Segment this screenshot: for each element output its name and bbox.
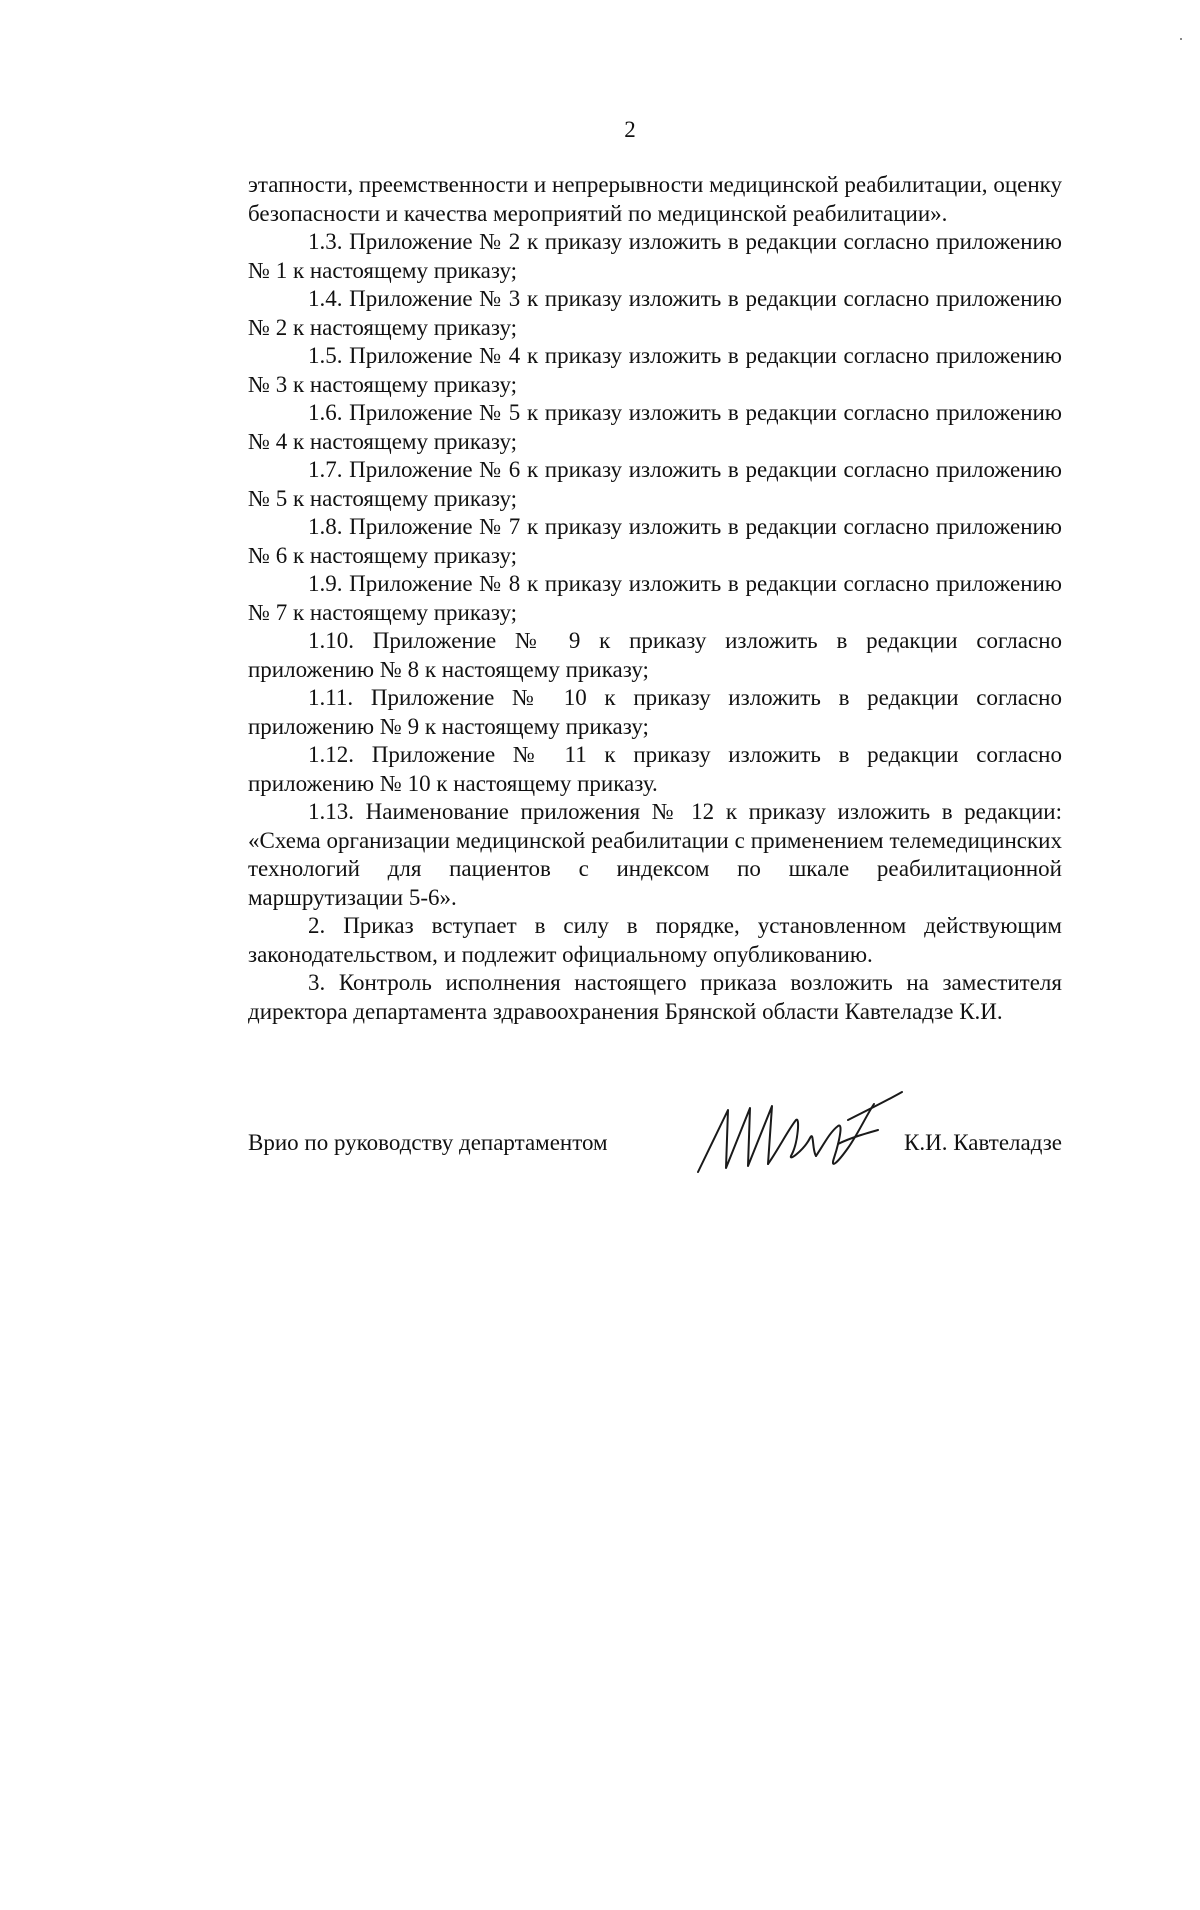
paragraph-1-10: 1.10. Приложение № 9 к приказу изложить в редакции согласно приложению № 8 к настоящему приказу; [248,628,1062,682]
handwritten-signature [688,1080,908,1180]
paragraph-1-7: 1.7. Приложение № 6 к приказу изложить в редакции согласно приложению № 5 к настоящему приказу; [248,457,1062,511]
paragraph-1-6: 1.6. Приложение № 5 к приказу изложить в редакции согласно приложению № 4 к настоящему приказу; [248,400,1062,454]
paragraph-1-12: 1.12. Приложение № 11 к приказу изложить в редакции согласно приложению № 10 к настоящему приказу. [248,742,1062,796]
paragraph-1-5: 1.5. Приложение № 4 к приказу изложить в редакции согласно приложению № 3 к настоящему приказу; [248,343,1062,397]
paragraph-continuation: этапности, преемственности и непрерывности медицинской реабилитации, оценку безопасности и качества мероприятий по медицинской реабилитации». [248,172,1062,226]
paragraph-3: 3. Контроль исполнения настоящего приказа возложить на заместителя директора департамента здравоохранения Брянской области Кавтеладзе К.И. [248,970,1062,1024]
paragraph-1-4: 1.4. Приложение № 3 к приказу изложить в редакции согласно приложению № 2 к настоящему приказу; [248,286,1062,340]
document-body [248,171,1062,1026]
paragraph-1-8: 1.8. Приложение № 7 к приказу изложить в редакции согласно приложению № 6 к настоящему приказу; [248,514,1062,568]
signatory-title: Врио по руководству департаментом [248,1130,608,1155]
signatory-name: К.И. Кавтеладзе [904,1130,1062,1155]
paragraph-1-3: 1.3. Приложение № 2 к приказу изложить в редакции согласно приложению № 1 к настоящему приказу; [248,229,1062,283]
scan-artifact [1180,38,1182,40]
paragraph-1-9: 1.9. Приложение № 8 к приказу изложить в редакции согласно приложению № 7 к настоящему приказу; [248,571,1062,625]
paragraph-2: 2. Приказ вступает в силу в порядке, установленном действующим законодательством, и подлежит официальному опубликованию. [248,913,1062,967]
paragraph-1-13: 1.13. Наименование приложения № 12 к приказу изложить в редакции: «Схема организации медицинской реабилитации с применением телемедицинских технологий для пациентов с индексом по шкале реабилитационной маршрутизации 5-6». [248,799,1062,910]
page-number: 2 [624,117,636,142]
signature-block [248,1080,1062,1190]
paragraph-1-11: 1.11. Приложение № 10 к приказу изложить в редакции согласно приложению № 9 к настоящему приказу; [248,685,1062,739]
